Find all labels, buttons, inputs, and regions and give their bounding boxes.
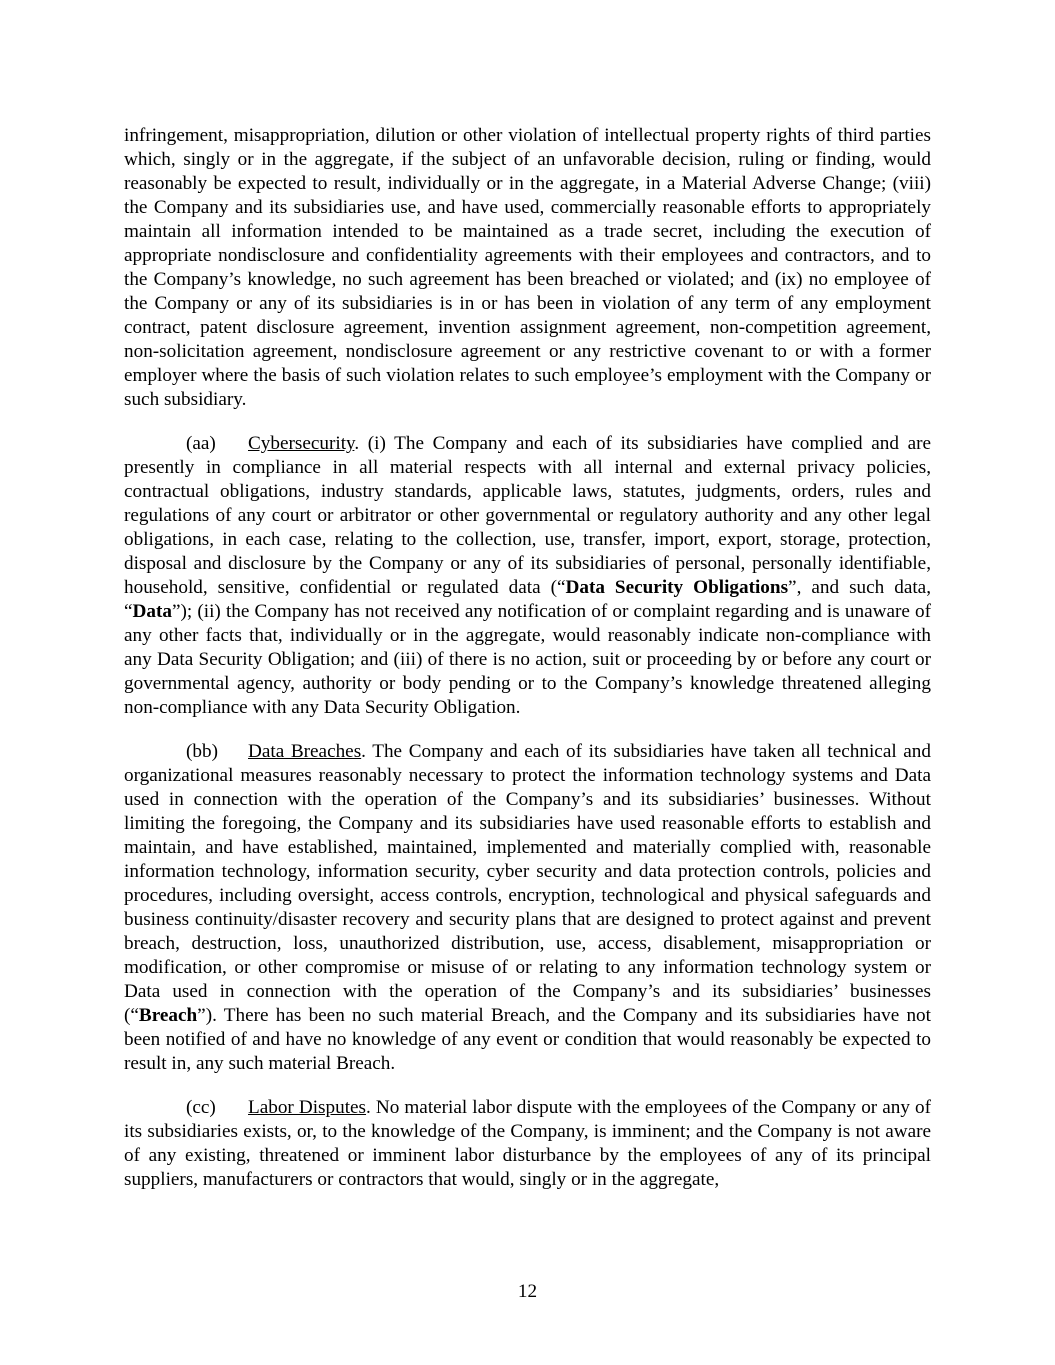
paragraph-continuation bbox=[124, 124, 931, 412]
section-aa-heading: Cybersecurity bbox=[248, 433, 355, 454]
section-cc bbox=[124, 1096, 931, 1192]
defined-term-breach: Breach bbox=[138, 1005, 198, 1026]
section-cc-text-1: . No material labor dispute with the employees of the Company or any of its subsidiaries exists, or, to the knowledge of the Company, is imminent; and the Company is not aware of any existing, threatened or imminent labor disturbance by the employees of any of its principal suppliers, manufacturers or contractors that would, singly or in the aggregate, bbox=[124, 1097, 931, 1190]
section-bb-text-2: ”). There has been no such material Breach, and the Company and its subsidiaries have not been notified of and have no knowledge of any event or condition that would reasonably be expected to result in, any such material Breach. bbox=[124, 1005, 931, 1074]
page-number: 12 bbox=[517, 1281, 538, 1302]
section-aa-text-1: . (i) The Company and each of its subsidiaries have complied and are presently in compliance in all material respects with all internal and external privacy policies, contractual obligations, industry standards, applicable laws, statutes, judgments, orders, rules and regulations of any court or arbitrator or other governmental or regulatory authority and any other legal obligations, in each case, relating to the collection, use, transfer, import, export, storage, protection, disposal and disclosure by the Company or any of its subsidiaries of personal, personally identifiable, household, sensitive, confidential or regulated data (“ bbox=[124, 433, 931, 598]
section-bb-heading: Data Breaches bbox=[248, 741, 362, 762]
section-aa bbox=[124, 432, 931, 720]
section-aa-text-2: ”, and such data, “ bbox=[124, 577, 931, 622]
section-bb bbox=[124, 740, 931, 1076]
defined-term-data: Data bbox=[132, 601, 172, 622]
section-aa-number: (aa) bbox=[186, 433, 216, 454]
document-page bbox=[124, 124, 931, 1212]
section-aa-text-3: ”); (ii) the Company has not received any notification of or complaint regarding and is unaware of any other facts that, individually or in the aggregate, would reasonably indicate non-compliance with any Data Security Obligation; and (iii) of there is no action, suit or proceeding by or before any court or governmental agency, authority or body pending or to the Company’s knowledge threatened alleging non-compliance with any Data Security Obligation. bbox=[124, 601, 931, 718]
defined-term-data-security-obligations: Data Security Obligations bbox=[565, 577, 789, 598]
section-bb-number: (bb) bbox=[186, 741, 218, 762]
section-bb-text-1: . The Company and each of its subsidiaries have taken all technical and organizational measures reasonably necessary to protect the information technology systems and Data used in connection with the operation of the Company’s and its subsidiaries’ businesses. Without limiting the foregoing, the Company and its subsidiaries have used reasonable efforts to establish and maintain, and have established, maintained, implemented and materially complied with, reasonable information technology, information security, cyber security and data protection controls, policies and procedures, including oversight, access controls, encryption, technological and physical safeguards and business continuity/disaster recovery and security plans that are designed to protect against and prevent breach, destruction, loss, unauthorized distribution, use, access, disablement, misappropriation or modification, or other compromise or misuse of or relating to any information technology system or Data used in connection with the operation of the Company’s and its subsidiaries’ businesses (“ bbox=[124, 741, 931, 1026]
section-cc-heading: Labor Disputes bbox=[248, 1097, 367, 1118]
paragraph-continuation-text: infringement, misappropriation, dilution or other violation of intellectual property rights of third parties which, singly or in the aggregate, if the subject of an unfavorable decision, ruling or finding, would reasonably be expected to result, individually or in the aggregate, in a Material Adverse Change; (viii) the Company and its subsidiaries use, and have used, commercially reasonable efforts to appropriately maintain all information intended to be maintained as a trade secret, including the execution of appropriate nondisclosure and confidentiality agreements with their employees and contractors, and to the Company’s knowledge, no such agreement has been breached or violated; and (ix) no employee of the Company or any of its subsidiaries is in or has been in violation of any term of any employment contract, patent disclosure agreement, invention assignment agreement, non-competition agreement, non-solicitation agreement, nondisclosure agreement or any restrictive covenant to or with a former employer where the basis of such violation relates to such employee’s employment with the Company or such subsidiary. bbox=[124, 125, 931, 410]
section-cc-number: (cc) bbox=[186, 1097, 216, 1118]
